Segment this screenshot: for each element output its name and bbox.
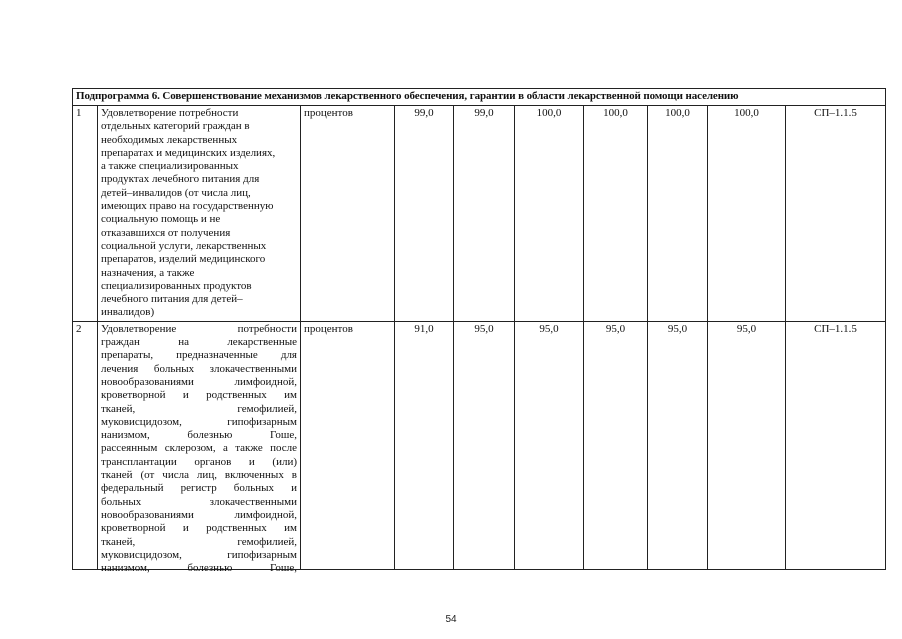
description-line: тканей, гемофилией,	[101, 535, 297, 548]
unit-of-measure: процентов	[301, 321, 395, 569]
description-line: препаратах и медицинских изделиях,	[101, 146, 276, 159]
value-cell: 100,0	[584, 106, 648, 322]
description-line: назначения, а также	[101, 266, 195, 279]
description-line: новообразованиями лимфоидной,	[101, 508, 297, 521]
reference-code: СП–1.1.5	[786, 321, 886, 569]
indicators-table	[72, 88, 886, 575]
description-line: федеральный регистр больных и	[101, 482, 297, 495]
reference-code: СП–1.1.5	[786, 106, 886, 322]
description-line: тканей, гемофилией,	[101, 402, 297, 415]
value-cell: 95,0	[515, 321, 584, 569]
table-row	[73, 321, 886, 569]
description-line: продуктах лечебного питания для	[101, 173, 260, 186]
description-line: препараты, предназначенные для	[101, 349, 297, 362]
description-line: отдельных категорий граждан в	[101, 120, 250, 133]
description-line: кроветворной и родственных им	[101, 389, 297, 402]
description-line: социальной услуги, лекарственных	[101, 239, 267, 252]
description-line: отказавшихся от получения	[101, 226, 231, 239]
value-cell: 100,0	[708, 106, 786, 322]
value-cell: 91,0	[395, 321, 454, 569]
description-line: Удовлетворение потребности	[101, 322, 297, 335]
description-line: граждан на лекарственные	[101, 336, 297, 349]
document-sheet	[72, 88, 885, 575]
description-line: необходимых лекарственных	[101, 133, 238, 146]
description-line: социальную помощь и не	[101, 213, 221, 226]
value-cell: 100,0	[648, 106, 708, 322]
description-line: имеющих право на государственную	[101, 200, 274, 213]
description-line: детей–инвалидов (от числа лиц,	[101, 186, 251, 199]
description-line: лечебного питания для детей–	[101, 293, 243, 306]
subprogram-header-row	[73, 89, 886, 106]
value-cell: 95,0	[648, 321, 708, 569]
description-line: кроветворной и родственных им	[101, 522, 297, 535]
description-line: муковисцидозом, гипофизарным	[101, 548, 297, 561]
description-clip	[101, 322, 297, 575]
description-line: тканей (от числа лиц, включенных в	[101, 469, 297, 482]
value-cell: 95,0	[708, 321, 786, 569]
subprogram-title: Подпрограмма 6. Совершенствование механизмов лекарственного обеспечения, гарантии в области лекарственной помощи населению	[73, 89, 886, 106]
description-line: Удовлетворение потребности	[101, 107, 239, 119]
description-line: инвалидов)	[101, 306, 155, 319]
table-row	[73, 106, 886, 322]
row-number: 1	[73, 106, 98, 322]
indicator-description	[98, 106, 301, 322]
description-line: специализированных продуктов	[101, 279, 252, 292]
description-line: больных злокачественными	[101, 495, 297, 508]
value-cell: 95,0	[454, 321, 515, 569]
description-line: нанизмом, болезнью Гоше,	[101, 429, 297, 442]
description-line: препаратов, изделий медицинского	[101, 253, 266, 266]
value-cell: 99,0	[395, 106, 454, 322]
row-number: 2	[73, 321, 98, 569]
value-cell: 100,0	[515, 106, 584, 322]
description-line: нанизмом, болезнью Гоше,	[101, 562, 297, 575]
description-line: новообразованиями лимфоидной,	[101, 375, 297, 388]
description-line: рассеянным склерозом, а также после	[101, 442, 297, 455]
description-line: трансплантации органов и (или)	[101, 455, 297, 468]
description-line: а также специализированных	[101, 160, 239, 173]
unit-of-measure: процентов	[301, 106, 395, 322]
value-cell: 99,0	[454, 106, 515, 322]
description-line: лечения больных злокачественными	[101, 362, 297, 375]
value-cell: 95,0	[584, 321, 648, 569]
page-number: 54	[445, 614, 457, 625]
description-line: муковисцидозом, гипофизарным	[101, 415, 297, 428]
indicator-description	[98, 321, 301, 575]
